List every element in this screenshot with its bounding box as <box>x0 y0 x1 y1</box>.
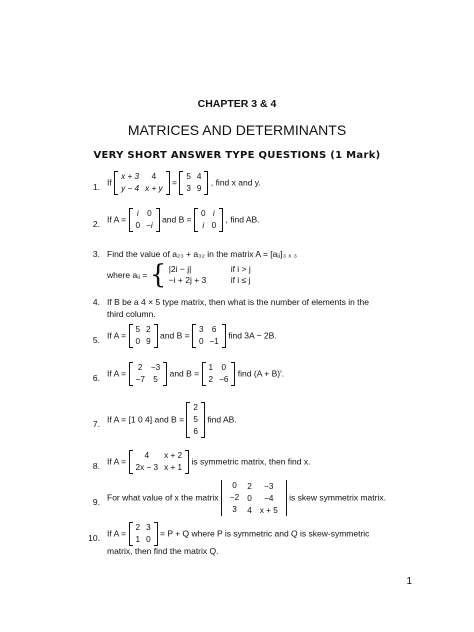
matrix-cell: 0 <box>247 493 252 503</box>
matrix <box>129 522 158 546</box>
matrix-cell: 2 <box>247 481 252 491</box>
q7-pre: If A = [1 0 4] and B = <box>107 414 185 425</box>
section-heading: VERY SHORT ANSWER TYPE QUESTIONS (1 Mark) <box>93 150 381 161</box>
question-number: 4. <box>92 297 100 307</box>
matrix-cell: −3 <box>264 481 274 491</box>
matrix <box>194 208 223 232</box>
matrix-cell: 2 <box>135 523 141 532</box>
matrix <box>179 171 208 195</box>
matrix-cell: −7 <box>135 375 145 384</box>
matrix-cell: 2 <box>208 375 214 384</box>
question-2 <box>107 208 260 232</box>
question-number: 6. <box>92 373 100 383</box>
matrix-cell: 5 <box>135 325 141 334</box>
matrix-cell: 6 <box>211 325 217 334</box>
matrix-cell: 2 <box>146 325 151 334</box>
case-expression: −i + 2j + 3 <box>168 275 207 285</box>
matrix-cell: 9 <box>146 337 151 346</box>
page-title: MATRICES AND DETERMINANTS <box>127 122 347 138</box>
matrix <box>129 450 190 474</box>
matrix-cell: 2 <box>137 363 143 372</box>
matrix-cell: x + 5 <box>259 505 278 515</box>
question-number: 9. <box>92 497 100 507</box>
matrix-cell: 5 <box>193 415 198 424</box>
matrix-cell: 5 <box>186 172 191 181</box>
q7-tail: find AB. <box>207 414 237 425</box>
question-number: 2. <box>92 219 100 229</box>
matrix-cell: 0 <box>135 221 141 230</box>
question-number: 8. <box>92 461 100 471</box>
q1-if: If <box>107 177 112 188</box>
matrix-cell: 9 <box>196 184 202 193</box>
matrix <box>202 362 236 386</box>
matrix-cell: 1 <box>208 363 214 372</box>
matrix-cell: 0 <box>146 535 151 544</box>
matrix-cell: 3 <box>146 523 151 532</box>
matrix <box>129 362 168 386</box>
matrix-cell: −6 <box>219 375 229 384</box>
matrix-cell: 3 <box>186 184 191 193</box>
matrix-cell: 4 <box>144 451 150 460</box>
matrix <box>186 402 205 438</box>
q6-tail: find (A + B)′. <box>237 368 285 379</box>
q8-tail: is symmetric matrix, then find x. <box>191 456 311 467</box>
q2-and: and B = <box>162 214 192 225</box>
q3-where: where aᵢⱼ = <box>107 269 148 280</box>
matrix-cell: 1 <box>135 535 141 544</box>
question-3-line1: Find the value of a₂₃ + a₃₂ in the matrix A = [aᵢⱼ]₃ ₓ ₃ <box>107 249 298 259</box>
matrix <box>114 171 170 195</box>
matrix-cell: 0 <box>211 221 217 230</box>
q5-tail: find 3A − 2B. <box>228 330 277 341</box>
matrix-cell: 4 <box>196 172 202 181</box>
case-condition: if i > j <box>230 264 251 274</box>
case-condition: if i ≤ j <box>230 275 251 285</box>
question-10 <box>107 522 369 546</box>
matrix-cell: −3 <box>150 363 161 372</box>
matrix-cell: 4 <box>247 505 252 515</box>
matrix-cell: 0 <box>135 337 141 346</box>
matrix-cell: 0 <box>147 209 152 218</box>
question-number: 10. <box>88 533 100 543</box>
question-number: 3. <box>92 249 100 259</box>
matrix <box>129 324 158 348</box>
q2-tail: , find AB. <box>225 214 260 225</box>
question-number: 7. <box>92 419 100 429</box>
q2-pre: If A = <box>107 214 127 225</box>
q9-tail: is skew symmetrix matrix. <box>289 492 386 503</box>
question-4-line2: third column. <box>107 309 156 319</box>
matrix-cell: 4 <box>151 172 157 181</box>
matrix-cell: −4 <box>264 493 274 503</box>
question-7 <box>107 402 237 438</box>
matrix-cell: 5 <box>153 375 158 384</box>
page-number: 1 <box>406 576 412 587</box>
q6-pre: If A = <box>107 368 127 379</box>
matrix-cell: x + 2 <box>164 451 183 460</box>
matrix <box>192 324 226 348</box>
matrix-cell: 6 <box>193 427 198 436</box>
matrix-cell: i <box>202 221 205 230</box>
question-number: 1. <box>92 182 100 192</box>
piecewise-cases <box>169 264 251 286</box>
question-number: 5. <box>92 335 100 345</box>
q5-pre: If A = <box>107 330 127 341</box>
matrix-cell: y − 4 <box>121 184 140 193</box>
matrix <box>129 208 160 232</box>
q6-and: and B = <box>169 368 200 379</box>
matrix-cell: x + 1 <box>164 463 183 472</box>
matrix-cell: i <box>136 209 139 218</box>
q10-pre: If A = <box>107 528 127 539</box>
matrix-cell: 0 <box>232 481 237 490</box>
q9-pre: For what value of x the matrix <box>107 492 219 503</box>
q10-tail: = P + Q where P is symmetric and Q is skew-symmetric <box>160 528 370 539</box>
chapter-heading: CHAPTER 3 & 4 <box>197 98 277 110</box>
matrix-cell: 3 <box>232 505 237 514</box>
question-6 <box>107 362 284 386</box>
matrix-cell: 3 <box>198 325 204 334</box>
matrix-cell: −i <box>146 221 153 230</box>
q1-tail: , find x and y. <box>210 177 261 188</box>
matrix-cell: 2x − 3 <box>135 463 159 472</box>
matrix-cell: 0 <box>221 363 227 372</box>
matrix-cell: x + y <box>145 184 163 193</box>
matrix-cell: −1 <box>209 337 219 346</box>
determinant <box>221 480 287 516</box>
question-10-line2: matrix, then find the matrix Q. <box>107 546 219 556</box>
question-1 <box>107 171 261 195</box>
equals-sign: = <box>172 177 177 188</box>
case-expression: |2i − j| <box>168 264 192 274</box>
matrix-cell: x + 3 <box>121 172 140 181</box>
question-5 <box>107 324 277 348</box>
question-4-line1: If B be a 4 × 5 type matrix, then what is the number of elements in the <box>107 297 369 307</box>
q8-pre: If A = <box>107 456 127 467</box>
question-9 <box>107 480 386 516</box>
q5-and: and B = <box>160 330 190 341</box>
matrix-cell: 0 <box>198 337 204 346</box>
question-3-definition <box>107 260 251 290</box>
left-brace: { <box>149 260 167 290</box>
matrix-cell: i <box>212 209 215 218</box>
matrix-cell: −2 <box>229 493 240 502</box>
matrix-cell: 2 <box>193 403 198 412</box>
question-8 <box>107 450 310 474</box>
matrix-cell: 0 <box>201 209 206 218</box>
